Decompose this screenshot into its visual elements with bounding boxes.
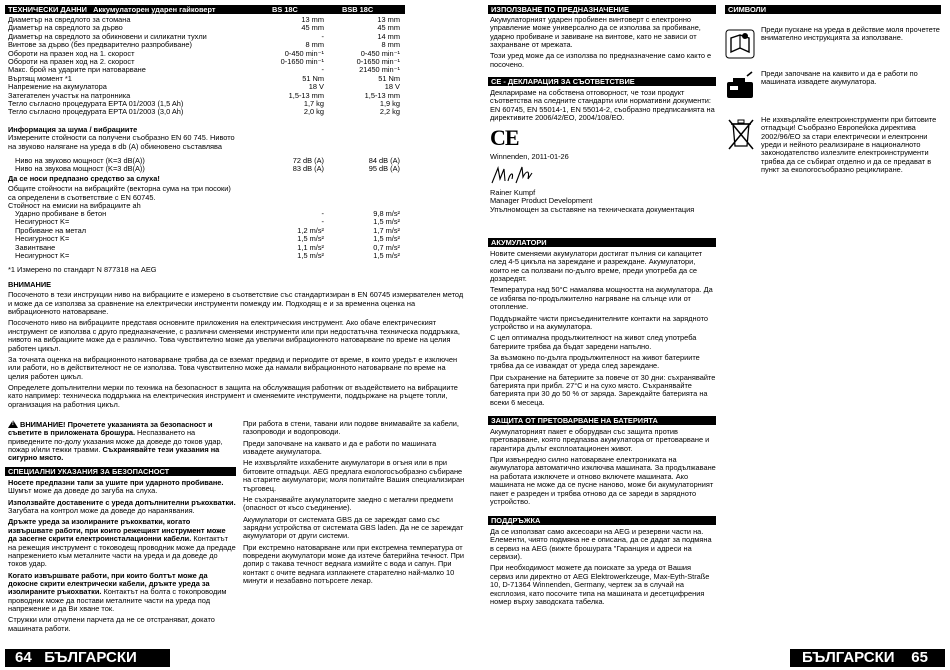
spec-row [8, 58, 400, 66]
spec-table [8, 16, 400, 117]
spec-label: Затегателен участък на патронника [8, 91, 131, 100]
noise-label: Ниво на звукова мощност (K=3 dB(A)) [15, 165, 145, 174]
vibration-value-bs18c: - [321, 218, 324, 227]
battery-para: При съхранение на батериите за повече от 30 дни: съхранявайте батерията при прибл. 27°C и на сухо място. Съхранявайте батерията при 30 до 50 % от заряда. Зареждайте батерията на всеки 6 месеца. [490, 372, 716, 407]
spec-value-bs18c: 18 V [308, 83, 324, 92]
vibration-value-bsb18c: 0,7 m/s² [373, 243, 400, 252]
vibration-row [8, 218, 400, 226]
symbol-text: Преди започване на каквито и да е работи по машината извадете акумулатора. [761, 69, 918, 87]
spec-row [8, 41, 400, 49]
noise-value-bs18c: 72 dB (A) [292, 157, 324, 165]
attention-para: Посоченото ниво на вибрациите представя основните приложения на електрическия инструмент. Ако обаче електрическият инструмент се използва с друго предназначение, с различни сменяеми инструменти или при недостатъчна техническа поддръжка, нивото на вибрациите може да е различно. Това чувствително може да увеличи вибрационното натоварване по време на целия работен цикъл. [8, 318, 460, 353]
noise-value-bsb18c: 95 dB (A) [368, 165, 400, 174]
vibration-value-bs18c: 1,1 m/s² [297, 243, 324, 252]
right-page [475, 0, 950, 670]
vibration-value-bs18c: 1,5 m/s² [297, 235, 324, 244]
warning-text: Неспазването на приведените по-долу указания може да доведе до токов удар, пожар и/или тежки травми. [8, 428, 223, 455]
vibration-row [8, 210, 400, 218]
manual-read-icon [725, 26, 757, 62]
ce-mark: CE [490, 125, 519, 151]
usage-para: Акумулаторният ударен пробивен винтоверт с електронно управление може универсално да се използва за пробиване, ударно пробиване и завиване на винтове, като не зависи от захранване от мрежата. [490, 15, 701, 50]
spec-value-bsb18c: 8 mm [381, 41, 400, 50]
vibration-label: Ударно пробиване в бетон [15, 210, 107, 218]
spec-row [8, 50, 400, 58]
signature-icon [490, 165, 550, 187]
spec-value-bs18c: 1,5-13 mm [288, 91, 324, 100]
hearing-protection-warning: Да се носи предпазно средство за слуха! [8, 174, 160, 183]
vibration-section [8, 175, 238, 210]
symbols-title: СИМВОЛИ [725, 5, 941, 14]
spec-row [8, 24, 400, 32]
spec-value-bsb18c: 51 Nm [378, 74, 400, 83]
spec-row [8, 83, 400, 91]
spec-label: Обороти на празен ход на 1. скорост [8, 49, 135, 58]
safety-item: При работа в стени, тавани или подове внимавайте за кабели, газопроводи и водопроводи. [243, 419, 459, 437]
vibration-row [8, 235, 400, 243]
vibration-label: Несигурност K= [15, 251, 70, 260]
page-language: БЪЛГАРСКИ [802, 649, 895, 666]
noise-value-bs18c: 83 dB (A) [292, 165, 324, 174]
noise-intro: Измерените стойности са получени съобразно EN 60 745. Нивото на звуково налягане на уреда в db (A) обикновено съставлява [8, 133, 235, 151]
battery-title: АКУМУЛАТОРИ [488, 238, 716, 247]
vibration-value-bsb18c: 9,8 m/s² [373, 210, 400, 218]
safety-warning-box [8, 420, 236, 463]
vibration-value-bsb18c: 1,5 m/s² [373, 235, 400, 244]
noise-value-bsb18c: 84 dB (A) [368, 157, 400, 165]
vibration-row [8, 227, 400, 235]
usage-title: ИЗПОЛЗВАНЕ ПО ПРЕДНАЗНАЧЕНИЕ [488, 5, 716, 14]
safety-item: Стружки или отчупени парчета да не се отстраняват, докато машината работи. [8, 615, 215, 633]
spec-value-bsb18c: 13 mm [377, 16, 400, 24]
special-safety-title: СПЕЦИАЛНИ УКАЗАНИЯ ЗА БЕЗОПАСНОСТ [5, 467, 236, 476]
battery-para: Новите сменяеми акумулатори достигат пълния си капацитет след 4-5 цикъла на зареждане и разреждане. Акумулатори, които не са ползвани по-дълго време, преди употреба да се дозаредят. [490, 249, 703, 284]
warning-keep: Съхранявайте тези указания на сигурно място. [8, 445, 220, 463]
noise-section [8, 126, 238, 151]
ce-name: Rainer Kumpf [490, 187, 536, 197]
spec-label: Въртящ момент *1 [8, 74, 72, 83]
spec-value-bsb18c: 45 mm [377, 24, 400, 33]
safety-item: Не съхранявайте акумулаторите заедно с метални предмети (опасност от късо съединение). [243, 494, 453, 513]
warning-triangle-icon: ! [8, 420, 18, 428]
battery-para: Температура над 50°C намалява мощността на акумулатора. Да се избягва по-продължително нагряване на слънце или от отопление. [490, 285, 713, 312]
noise-row [8, 157, 400, 165]
spec-value-bs18c: - [321, 32, 324, 41]
service-title: ПОДДРЪЖКА [488, 516, 716, 525]
ce-role: Manager Product Development [490, 196, 593, 206]
attention-title: ВНИМАНИЕ [8, 280, 52, 289]
battery-para: За възможно по-дълга продължителност на живот батериите трябва да се изваждат от уреда след зареждане. [490, 352, 700, 371]
spec-value-bs18c: 0-450 min⁻¹ [284, 49, 324, 58]
symbol-text: Не изхвърляйте електроинструменти при битовите отпадъци! Съобразно Европейска директива 2002/96/EO за стари електрически и електронни уреди и нейното реализиране в националното законодателство излезлите електроинструменти трябва да се събират отделно и да се предават в пункт за екологосъобразно рециклиране. [761, 115, 937, 175]
vibration-value-bs18c: - [321, 210, 324, 218]
vibration-value-bsb18c: 1,5 m/s² [373, 218, 400, 227]
page-footer-right [790, 649, 945, 667]
usage-para: Този уред може да се използва по предназначение само както е посочено. [490, 51, 712, 69]
symbol-row [725, 70, 941, 106]
tech-data-title: ТЕХНИЧЕСКИ ДАННИ Аккумулаторен ударен гайковерт [5, 5, 269, 14]
attention-section [8, 281, 466, 412]
spec-value-bs18c: 8 mm [305, 41, 324, 50]
spec-row [8, 108, 400, 116]
vibration-head: Стойност на емисии на вибрациите ah [8, 201, 141, 211]
spec-label: Тегло съгласно процедурата EPTA 01/2003 (3,0 Ah) [8, 108, 184, 117]
vibration-value-bs18c: 1,5 m/s² [297, 251, 324, 260]
spec-value-bsb18c: 18 V [384, 83, 400, 92]
overload-para: При извънредно силно натоварване електрониката на акумулатора автоматично изключва машината. За продължаване на работата изключете и отново включете машината. Ако машината не може да се пусне наново, може би акумулаторният пакет е разреден и трябва отново да се зареди в зарядното устройство. [490, 455, 716, 506]
symbol-text: Преди пускане на уреда в действие моля прочетете внимателно инструкцията за използване. [761, 25, 940, 43]
battery-para: С цел оптимална продължителност на живот след употреба батериите трябва да бъдат заредени напълно. [490, 333, 697, 351]
spec-label: Диаметър на свредлото за дърво [8, 24, 123, 33]
spec-value-bs18c: 45 mm [301, 24, 324, 33]
spec-value-bsb18c: 1,5-13 mm [364, 91, 400, 100]
symbols-list [725, 26, 941, 183]
page-number: 65 [911, 649, 928, 666]
vibration-value-bsb18c: 1,5 m/s² [373, 251, 400, 260]
noise-values [8, 157, 400, 174]
spec-value-bsb18c: 0-450 min⁻¹ [360, 49, 400, 58]
spec-row [8, 75, 400, 83]
spec-value-bsb18c: 0-1650 min⁻¹ [356, 57, 400, 66]
vibration-value-bs18c: 1,2 m/s² [297, 226, 324, 235]
col-bsb18c: BSB 18C [339, 5, 405, 14]
vibration-label: Несигурност K= [15, 235, 70, 244]
safety-item: Преди започване на каквато и да е работи по машината извадете акумулатора. [243, 438, 437, 457]
spec-label: Напрежение на акумулатора [8, 83, 107, 92]
spec-value-bs18c: 2,0 kg [303, 108, 324, 117]
ce-title: CE - ДЕКЛАРАЦИЯ ЗА СЪОТВЕТСТВИЕ [488, 77, 716, 86]
ce-section [490, 89, 716, 217]
vibration-value-bsb18c: 1,7 m/s² [373, 226, 400, 235]
overload-para: Акумулаторният пакет е оборудван със защита против претоварване, която предпазва акумулатора от претоварване и гарантира дълъг експлоатационен живот. [490, 427, 710, 453]
usage-section [490, 16, 716, 72]
safety-item: Носете предпазни тапи за ушите при ударното пробиване. Шумът може да доведе до загуба на слуха. [8, 478, 224, 496]
safety-item: Не изхвърляйте изхабените акумулатори в огъня или в при битовите отпадъци. AEG предлага екологосъобразно събиране на старите акумулатори; моля попитайте Вашия специализиран търговец. [243, 458, 465, 493]
spec-row [8, 100, 400, 108]
tech-data-header [5, 5, 405, 14]
ce-text: Декларираме на собствена отговорност, че този продукт съответства на следните стандарти или нормативни документи: EN 60745, EN 55014-1, EN 55014-2, съобразно предписанията на директивите 2006/42/EO, 2004/108/EO. [490, 88, 715, 123]
spec-value-bs18c: 1,7 kg [303, 99, 324, 108]
spec-label: Тегло съгласно процедурата EPTA 01/2003 (1,5 Ah) [8, 99, 184, 108]
spec-label: Диаметър на свредлото за стомана [8, 16, 131, 24]
vibration-label: Завинтване [15, 243, 56, 252]
ce-place-date: Winnenden, 2011-01-26 [490, 152, 569, 162]
spec-label: Обороти на празен ход на 2. скорост [8, 57, 135, 66]
overload-section [490, 428, 716, 509]
battery-remove-icon [725, 70, 757, 106]
safety-item: При екстремно натоварване или при екстремна температура от повредени акумулатори може да изтече батерийна течност. При допир с такава течност веднага измийте с вода и сапун. При контакт с очите веднага изплакнете старателно най-малко 10 минути и незабавно потърсете лекар. [243, 542, 465, 586]
noise-label: Ниво на звуково мощност (K=3 dB(A)) [15, 157, 145, 165]
spec-value-bs18c: 51 Nm [302, 74, 324, 83]
service-para: Да се използват само аксесоари на AEG и резервни части на. Елементи, чиято подмяна не е описана, да се дадат за подмяна в сервиз на AEG (вижте брошурата "Гаранция и адреси на сервизи). [490, 527, 712, 562]
battery-para: Поддържайте чисти присъединителните контакти на зарядното устройство и на акумулатора. [490, 313, 708, 331]
attention-para: За точната оценка на вибрационното натоварване трябва да се вземат предвид и периодите от време, в които уредът е изключен или работи, но в действителност не се използва. Това чувствително може да намали вибрационното натоварване по време на целия работен цикъл. [8, 354, 458, 381]
vibration-intro: Общите стойности на вибрацийте (векторна сума на три посоки) са определени в съответствие с EN 60745. [8, 184, 231, 202]
col-bs18c: BS 18C [269, 5, 339, 14]
spec-value-bsb18c: 21450 min⁻¹ [359, 66, 400, 75]
spec-label: Диаметър на свредлото за обикновени и силикатни тухли [8, 32, 207, 41]
spec-label: Макс. брой на ударите при натоварване [8, 66, 146, 75]
safety-item: Акумулатори от системата GBS да се зареждат само със зарядни устройства от системата GBS laden. Да не се зареждат акумулатори от други системи. [243, 514, 464, 541]
footnote: *1 Измерено по стандарт N 877318 на AEG [8, 265, 157, 274]
spec-value-bs18c: - [321, 66, 324, 75]
vibration-label: Пробиване на метал [15, 226, 87, 235]
special-safety-items [8, 479, 236, 636]
attention-para: Определете допълнителни мерки по техника на безопасност в защита на обслужващия работник от въздействието на вибрациите като например: техническа поддръжка на електрическия инструмент и сменяемите инструменти, поддържане на ръцете топли, организация на работния цикъл. [8, 382, 458, 409]
safety-item: Използвайте доставените с уреда допълнителни ръкохватки. Загубата на контрол може да доведе до наранявания. [8, 497, 236, 516]
safety-item: Дръжте уреда за изолираните ръкохватки, когато извършвате работи, при които режещият инструмент може да засегне скрити електроинсталационни кабели. Контактът на режещия инструмент с тоководещ проводник може да предаде напрежението към металните части на уреда и да доведе до токов удар. [8, 517, 236, 569]
battery-section [490, 250, 716, 410]
service-para: При необходимост можете да поискате за уреда от Вашия сервиз или директно от AEG Elektrowerkzeuge, Max-Eyth-Straße 10, D-71364 Winnenden, Germany, чертеж за в случай на експлозия, като посочите типа на машината и десетцифрения номер върху заводската табелка. [490, 563, 710, 606]
spec-value-bsb18c: 1,9 kg [379, 99, 400, 108]
safety-item: Когато извършвате работи, при които болтът може да докосне скрити електрически кабели, дръжте уреда за изолираните ръкохватки. Контактът на болта с токопроводим проводник може да постави металните части на уреда под напрежение и да Ви хване ток. [8, 570, 227, 614]
page-footer-left [5, 649, 170, 667]
spec-label: Винтове за дърво (без предварително разпробиване) [8, 41, 193, 50]
spec-row [8, 92, 400, 100]
page-number: 64 [15, 649, 32, 666]
crossed-bin-icon [725, 116, 757, 152]
spec-value-bs18c: 0-1650 min⁻¹ [280, 57, 324, 66]
noise-row [8, 165, 400, 173]
ce-auth: Упълномощен за съставяне на техническата документация [490, 204, 695, 214]
spec-row [8, 33, 400, 41]
vibration-row [8, 252, 400, 260]
special-safety-col2 [243, 420, 467, 588]
spec-value-bsb18c: 2,2 kg [379, 108, 400, 117]
spec-value-bs18c: 13 mm [301, 16, 324, 24]
vibration-label: Несигурност K= [15, 218, 70, 227]
symbol-row [725, 116, 941, 175]
attention-para: Посоченото в тези инструкции ниво на вибрациите е измерено в съответствие със стандартизиран в EN 60745 измервателен метод и може да се използва за сравнение на електрически инструменти помежду им. Подходящ е и за временна оценка на вибрационното натоварване. [8, 290, 464, 317]
vibration-values [8, 210, 400, 260]
spec-value-bsb18c: 14 mm [377, 32, 400, 41]
warning-bold: ВНИМАНИЕ! Прочетете указанията за безопасност и съветите в приложената брошура. [8, 420, 213, 438]
page-language: БЪЛГАРСКИ [44, 649, 137, 666]
spec-row [8, 16, 400, 24]
service-section [490, 528, 716, 609]
overload-title: ЗАЩИТА ОТ ПРЕТОВАРВАНЕ НА БАТЕРИЯТА [488, 416, 716, 425]
noise-title: Информация за шума / вибрациите [8, 125, 138, 134]
symbol-row [725, 26, 941, 62]
vibration-row [8, 244, 400, 252]
spec-row [8, 66, 400, 74]
